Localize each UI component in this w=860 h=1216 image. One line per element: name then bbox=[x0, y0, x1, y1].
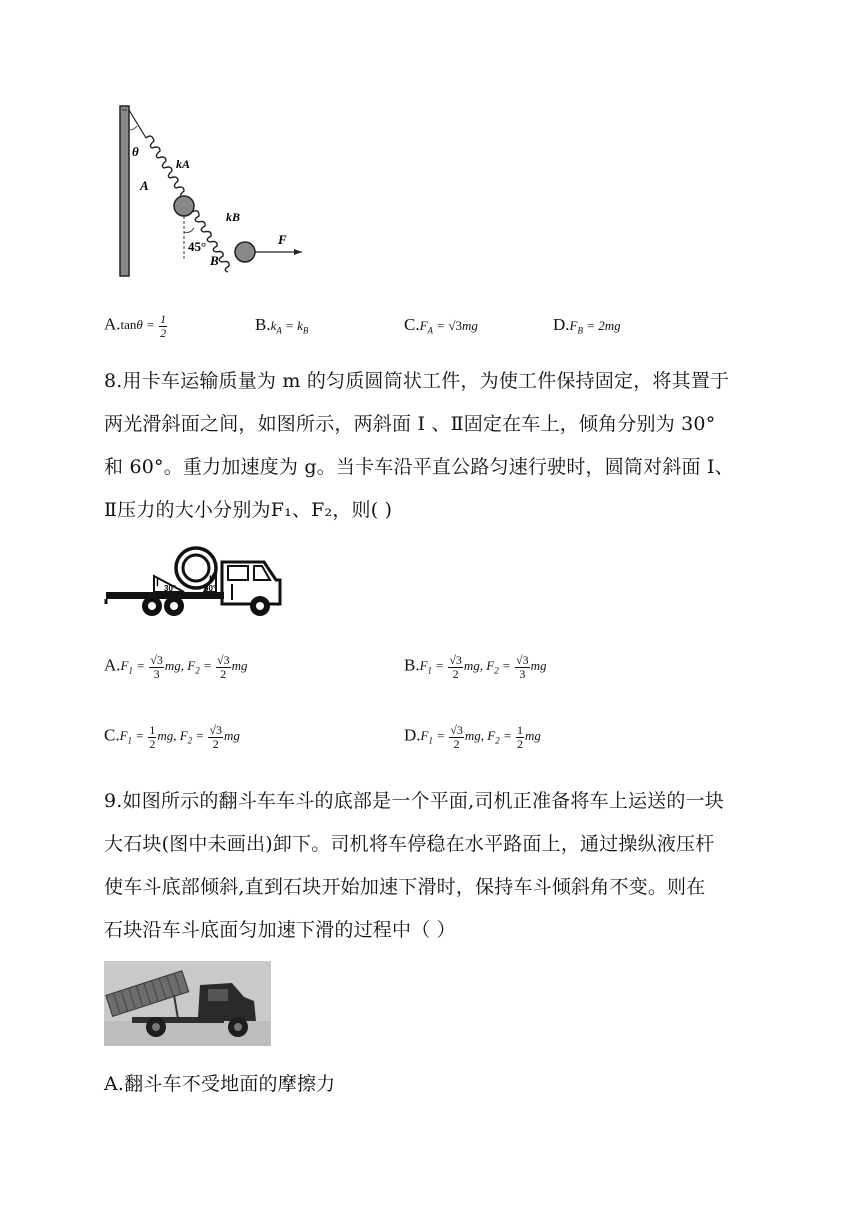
q8-option-b-label: B. bbox=[404, 655, 420, 675]
q8-option-c-expr: $F_1$ = $\frac{1}{2}$ mg, $F_2$ = $\frac{√3}{2}$ mg bbox=[119, 723, 240, 751]
q8-option-d[interactable] bbox=[404, 724, 541, 751]
b-label: B bbox=[210, 253, 219, 268]
question-8-stem bbox=[104, 360, 764, 532]
q9-options bbox=[104, 1063, 764, 1106]
angle-60-label: 60° bbox=[204, 584, 217, 593]
slope-2-label: Ⅱ bbox=[209, 574, 214, 584]
q8-option-c[interactable] bbox=[104, 724, 240, 751]
q8-option-b-expr: $F_1$ = $\frac{√3}{2}$ mg, $F_2$ = $\frac{√3}{3}$ mg bbox=[419, 653, 547, 681]
q7-option-c-expr: $F_A = √3mg$ bbox=[419, 318, 478, 336]
q7-option-d[interactable] bbox=[553, 315, 621, 336]
q7-option-c[interactable] bbox=[404, 315, 478, 336]
theta-label: θ bbox=[132, 144, 139, 159]
q9-line-4: 石块沿车斗底面匀加速下滑的过程中（ ） bbox=[104, 919, 456, 941]
question-9-stem bbox=[104, 780, 764, 952]
q7-option-d-expr: $F_B = 2mg$ bbox=[569, 318, 621, 336]
angle-45-label: 45° bbox=[188, 239, 207, 254]
q9-line-1: 9.如图所示的翻斗车车斗的底部是一个平面,司机正准备将车上运送的一块 bbox=[104, 790, 724, 812]
q8-option-a-label: A. bbox=[104, 655, 121, 675]
spring-ball-figure bbox=[104, 100, 324, 285]
q7-option-b-label: B. bbox=[255, 315, 271, 334]
ka-label: kA bbox=[176, 157, 191, 171]
q8-line-2: 两光滑斜面之间，如图所示，两斜面 Ⅰ 、Ⅱ固定在车上，倾角分别为 30° bbox=[104, 413, 716, 435]
q8-option-c-label: C. bbox=[104, 725, 120, 745]
q9-line-3: 使车斗底部倾斜,直到石块开始加速下滑时，保持车斗倾斜角不变。则在 bbox=[104, 876, 706, 898]
q8-option-d-label: D. bbox=[404, 725, 421, 745]
q8-option-d-expr: $F_1$ = $\frac{√3}{2}$ mg, $F_2$ = $\frac{1}{2}$ mg bbox=[420, 723, 541, 751]
q8-line-3: 和 60°。重力加速度为 g。当卡车沿平直公路匀速行驶时，圆筒对斜面 I、 bbox=[104, 456, 734, 478]
f-label: F bbox=[278, 232, 287, 247]
truck-cylinder-figure bbox=[104, 540, 294, 620]
a-label: A bbox=[140, 178, 149, 193]
dump-truck-photo bbox=[104, 961, 271, 1046]
q8-option-a[interactable] bbox=[104, 654, 247, 681]
q7-option-a[interactable] bbox=[104, 313, 168, 340]
q7-option-a-expr: tanθ = $\frac{1}{2}$ bbox=[120, 312, 167, 340]
q9-line-2: 大石块(图中未画出)卸下。司机将车停稳在水平路面上，通过操纵液压杆 bbox=[104, 833, 715, 855]
q7-option-a-label: A. bbox=[104, 314, 121, 334]
q7-option-c-label: C. bbox=[404, 315, 420, 334]
q9-option-a[interactable]: A.翻斗车不受地面的摩擦力 bbox=[104, 1073, 336, 1095]
slope-1-label: Ⅰ bbox=[156, 578, 159, 589]
q8-line-4: Ⅱ压力的大小分别为F₁、F₂，则( ) bbox=[104, 499, 393, 521]
angle-30-label: 30° bbox=[164, 584, 177, 593]
q7-option-b-expr: $k_A = k_B$ bbox=[270, 318, 309, 336]
kb-label: kB bbox=[226, 210, 241, 224]
q8-option-a-expr: $F_1$ = $\frac{√3}{3}$ mg, $F_2$ = $\frac{√3}{2}$ mg bbox=[120, 653, 248, 681]
q7-option-d-label: D. bbox=[553, 315, 570, 334]
q8-option-b[interactable] bbox=[404, 654, 547, 681]
q8-line-1: 8.用卡车运输质量为 m 的匀质圆筒状工件，为使工件保持固定，将其置于 bbox=[104, 370, 730, 392]
q7-option-b[interactable] bbox=[255, 315, 308, 336]
